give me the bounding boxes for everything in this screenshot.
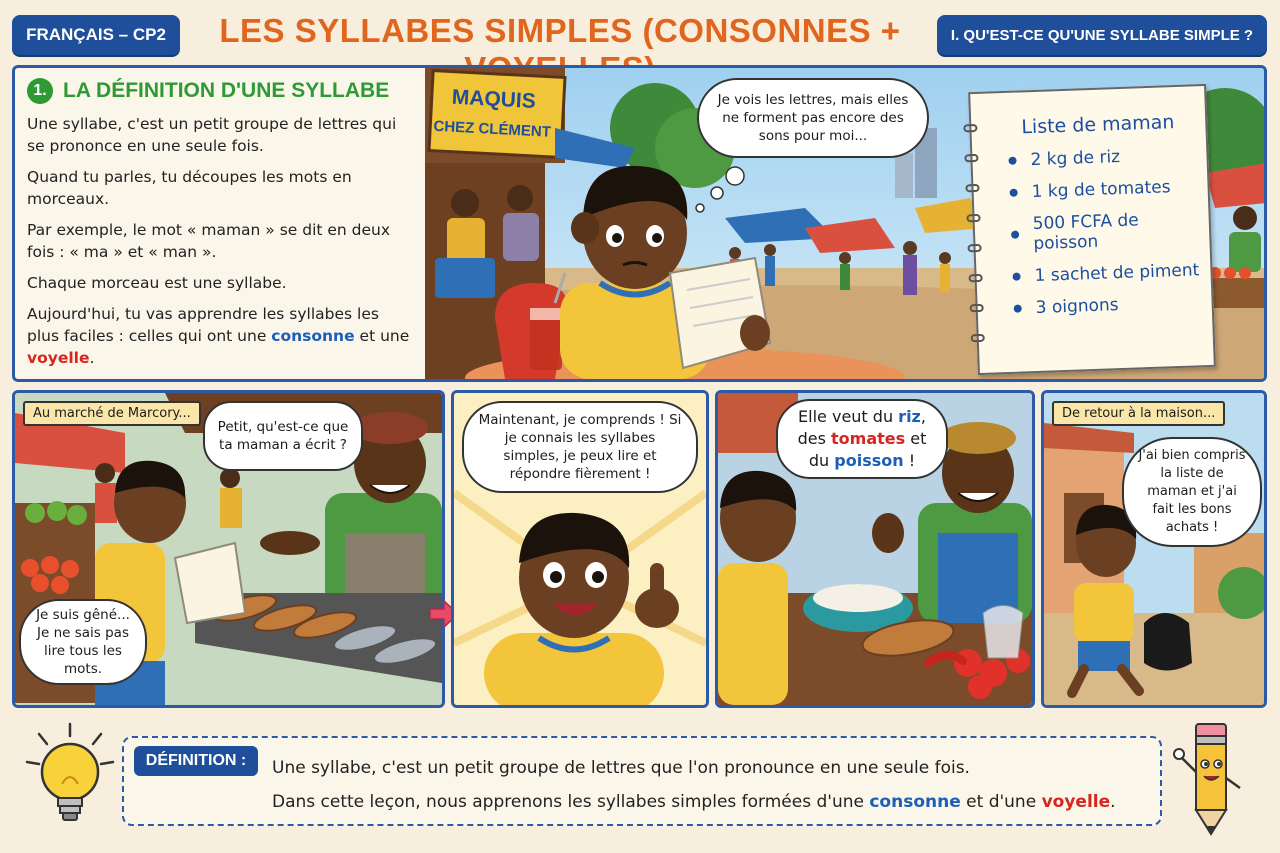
comic-panel-understand xyxy=(451,390,709,708)
spiral-ring xyxy=(968,274,982,282)
paragraph-5-start: Aujourd'hui, tu vas apprendre les syllabes les plus faciles : celles qui ont une xyxy=(27,305,379,345)
consonne-word: consonne xyxy=(869,792,961,812)
bubble-line-2 xyxy=(798,428,927,450)
consonne-word: consonne xyxy=(271,327,355,345)
list-item xyxy=(1013,292,1212,319)
shopping-list-card xyxy=(968,84,1216,375)
definition-paragraph-5 xyxy=(27,303,413,369)
bullet-icon xyxy=(1010,189,1018,197)
definition-paragraph-1: Une syllabe, c'est un petit groupe de lettres qui se prononce en une seule fois. xyxy=(27,115,397,155)
list-item xyxy=(1009,176,1208,203)
spiral-ring xyxy=(967,244,981,252)
bubble-text: et xyxy=(905,429,927,448)
bubble-text: Elle veut du xyxy=(798,407,899,426)
comic-panel-market xyxy=(12,390,445,708)
spiral-ring xyxy=(971,334,985,342)
definition-label: DÉFINITION : xyxy=(134,746,258,776)
list-item-text: 500 FCFA de poisson xyxy=(1032,210,1140,255)
voyelle-word: voyelle xyxy=(1041,792,1111,812)
section-title: LA DÉFINITION D'UNE SYLLABE xyxy=(63,79,390,102)
boy-speech-bubble: Maintenant, je comprends ! Si je connais les syllabes simples, je peux lire et répondre fièrement ! xyxy=(462,401,698,493)
definition-box xyxy=(122,736,1162,826)
section-badge: I. QU'EST-CE QU'UNE SYLLABE SIMPLE ? xyxy=(937,15,1267,55)
bubble-text: du xyxy=(808,451,835,470)
boy-thought-bubble: Je suis gêné... Je ne sais pas lire tous les mots. xyxy=(19,599,147,685)
list-item-text: 1 kg de tomates xyxy=(1031,177,1171,203)
bullet-icon xyxy=(1014,305,1022,313)
comic-panel-home xyxy=(1041,390,1267,708)
lightbulb-icon xyxy=(25,722,115,830)
market-scene-illustration xyxy=(425,68,1267,379)
panel4-caption: De retour à la maison... xyxy=(1052,401,1225,426)
list-item xyxy=(1012,260,1211,287)
pencil-mascot-icon xyxy=(1170,716,1250,840)
panel1-caption: Au marché de Marcory... xyxy=(23,401,201,426)
list-item-text: 1 sachet de piment xyxy=(1034,260,1200,287)
voyelle-word: voyelle xyxy=(27,349,90,367)
bubble-text: ! xyxy=(903,451,916,470)
section-number-badge: 1. xyxy=(27,78,53,104)
boy-thought-bubble: J'ai bien compris la liste de maman et j'ai fait les bons achats ! xyxy=(1122,437,1262,547)
bubble-text: , xyxy=(920,407,926,426)
top-panel xyxy=(12,65,1267,382)
spiral-ring xyxy=(966,214,980,222)
vendor-speech-bubble: Petit, qu'est-ce que ta maman a écrit ? xyxy=(203,401,363,471)
maquis-sign-line1: MAQUIS xyxy=(451,85,537,113)
spiral-ring xyxy=(970,304,984,312)
bullet-icon xyxy=(1012,273,1020,281)
list-title: Liste de maman xyxy=(1021,111,1175,139)
list-item xyxy=(1010,208,1209,255)
vendor-speech-bubble xyxy=(776,399,948,479)
definition-text-block xyxy=(15,68,425,379)
list-item xyxy=(1008,144,1207,171)
list-item-text: 2 kg de riz xyxy=(1030,146,1121,171)
spiral-ring xyxy=(963,124,977,132)
definition-line-2 xyxy=(272,792,1116,812)
period: . xyxy=(1110,792,1116,812)
bubble-text: des xyxy=(797,429,832,448)
bubble-line-3 xyxy=(809,450,915,472)
definition-paragraph-4: Chaque morceau est une syllabe. xyxy=(27,274,287,292)
subject-badge: FRANÇAIS – CP2 xyxy=(12,15,180,55)
spiral-ring xyxy=(964,154,978,162)
definition-paragraph-3: Par exemple, le mot « maman » se dit en deux fois : « ma » et « man ». xyxy=(27,221,391,261)
bullet-icon xyxy=(1011,231,1019,239)
et-une-text: et une xyxy=(354,327,410,345)
period: . xyxy=(89,349,95,367)
tomates-word: tomates xyxy=(831,429,906,448)
section-heading xyxy=(27,78,413,104)
maquis-sign-line2: CHEZ CLÉMENT xyxy=(433,117,552,141)
page-title: LES SYLLABES SIMPLES (CONSONNES + xyxy=(219,12,901,49)
comic-panel-purchase xyxy=(715,390,1035,708)
definition-line-2-start: Dans cette leçon, nous apprenons les syllabes simples formées d'une xyxy=(272,792,870,812)
bullet-icon xyxy=(1008,157,1016,165)
spiral-ring xyxy=(965,184,979,192)
definition-paragraph-2: Quand tu parles, tu découpes les mots en morceaux. xyxy=(27,168,352,208)
et-une-text: et d'une xyxy=(960,792,1042,812)
poisson-word: poisson xyxy=(834,451,904,470)
definition-line-1: Une syllabe, c'est un petit groupe de lettres que l'on pronounce en une seule fois. xyxy=(272,758,970,778)
list-item-text: 3 oignons xyxy=(1035,295,1119,319)
boy-thought-bubble: Je vois les lettres, mais elles ne forment pas encore des sons pour moi... xyxy=(697,78,929,158)
bubble-line-1 xyxy=(798,406,926,428)
riz-word: riz xyxy=(898,407,921,426)
